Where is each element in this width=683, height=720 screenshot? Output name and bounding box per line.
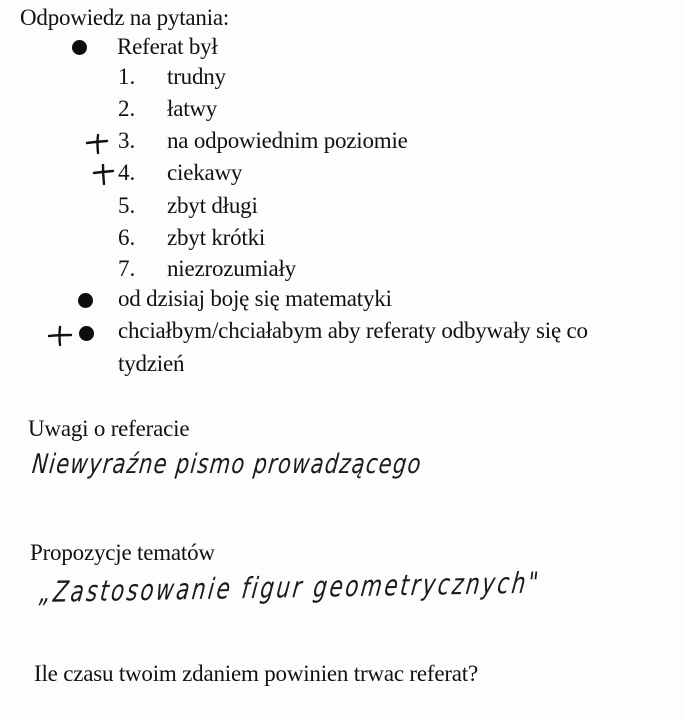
option-label-4: ciekawy <box>167 160 243 185</box>
question-referat-label: Referat był <box>117 34 218 59</box>
plus-mark-option-3 <box>84 133 110 155</box>
duration-question: Ile czasu twoim zdaniem powinien trwac referat? <box>34 661 478 686</box>
option-number-5: 5. <box>118 193 136 218</box>
topics-heading: Propozycje tematów <box>30 540 215 565</box>
topics-handwritten-answer: „Zastosowanie figur geometrycznych" <box>37 565 543 609</box>
option-label-6: zbyt krótki <box>167 225 266 250</box>
bullet-icon <box>78 293 93 308</box>
option-number-1: 1. <box>118 64 136 89</box>
option-label-2: łatwy <box>167 96 218 121</box>
option-number-6: 6. <box>118 225 136 250</box>
plus-mark-option-4 <box>92 164 116 186</box>
remarks-heading: Uwagi o referacie <box>28 416 190 441</box>
option-label-5: zbyt długi <box>167 193 258 218</box>
option-number-2: 2. <box>118 96 136 121</box>
option-label-1: trudny <box>167 64 226 89</box>
survey-heading: Odpowiedz na pytania: <box>20 5 230 30</box>
bullet-icon <box>72 40 87 55</box>
plus-mark-bullet-3 <box>47 325 73 347</box>
statement-math-fear: od dzisiaj boję się matematyki <box>118 286 392 311</box>
bullet-icon <box>79 326 94 341</box>
option-number-4: 4. <box>118 160 136 185</box>
option-label-3: na odpowiednim poziomie <box>167 128 408 153</box>
option-number-7: 7. <box>118 256 136 281</box>
option-number-3: 3. <box>118 128 136 153</box>
remarks-handwritten-answer: Niewyraźne pismo prowadzącego <box>30 449 424 480</box>
option-label-7: niezrozumiały <box>167 256 296 281</box>
statement-weekly-line1: chciałbym/chciałabym aby referaty odbywały się co <box>118 318 588 343</box>
statement-weekly-line2: tydzień <box>118 351 185 376</box>
